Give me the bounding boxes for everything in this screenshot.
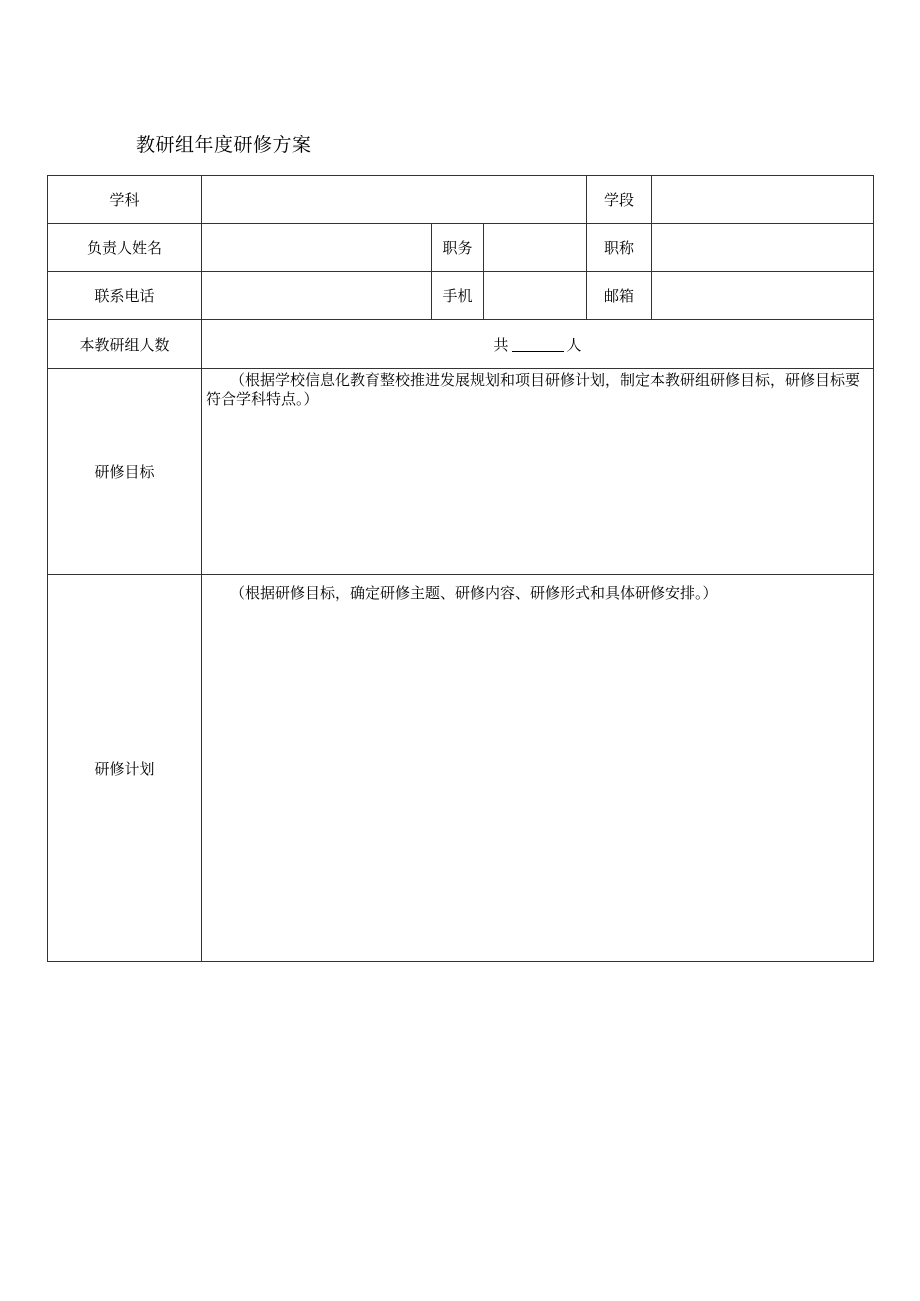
member-count-suffix: 人 [566,335,582,354]
member-count-field[interactable] [202,320,874,369]
email-field[interactable] [652,272,874,320]
subject-field[interactable] [202,176,587,224]
member-count-blank[interactable] [512,339,564,352]
stage-label: 学段 [587,176,652,224]
subject-label: 学科 [48,176,202,224]
professional-title-field[interactable] [652,224,874,272]
row-member-count [48,320,874,369]
phone-field[interactable] [202,272,432,320]
plan-field[interactable] [202,575,874,962]
professional-title-label: 职称 [587,224,652,272]
row-subject [48,176,874,224]
member-count-label: 本教研组人数 [48,320,202,369]
row-plan [48,575,874,962]
document-title: 教研组年度研修方案 [136,134,312,156]
mobile-field[interactable] [484,272,587,320]
email-label: 邮箱 [587,272,652,320]
mobile-label: 手机 [432,272,484,320]
plan-note: （根据研修目标，确定研修主题、研修内容、研修形式和具体研修安排。） [230,584,718,602]
row-leader [48,224,874,272]
position-label: 职务 [432,224,484,272]
phone-label: 联系电话 [48,272,202,320]
goal-label: 研修目标 [48,369,202,575]
member-count-prefix: 共 [493,335,509,354]
plan-form-table [47,175,874,962]
goal-note: （根据学校信息化教育整校推进发展规划和项目研修计划，制定本教研组研修目标，研修目标要符合学科特点。） [206,371,861,408]
plan-label: 研修计划 [48,575,202,962]
leader-name-label: 负责人姓名 [48,224,202,272]
stage-field[interactable] [652,176,874,224]
row-contact [48,272,874,320]
goal-field[interactable] [202,369,874,575]
row-goal [48,369,874,575]
leader-name-field[interactable] [202,224,432,272]
position-field[interactable] [484,224,587,272]
